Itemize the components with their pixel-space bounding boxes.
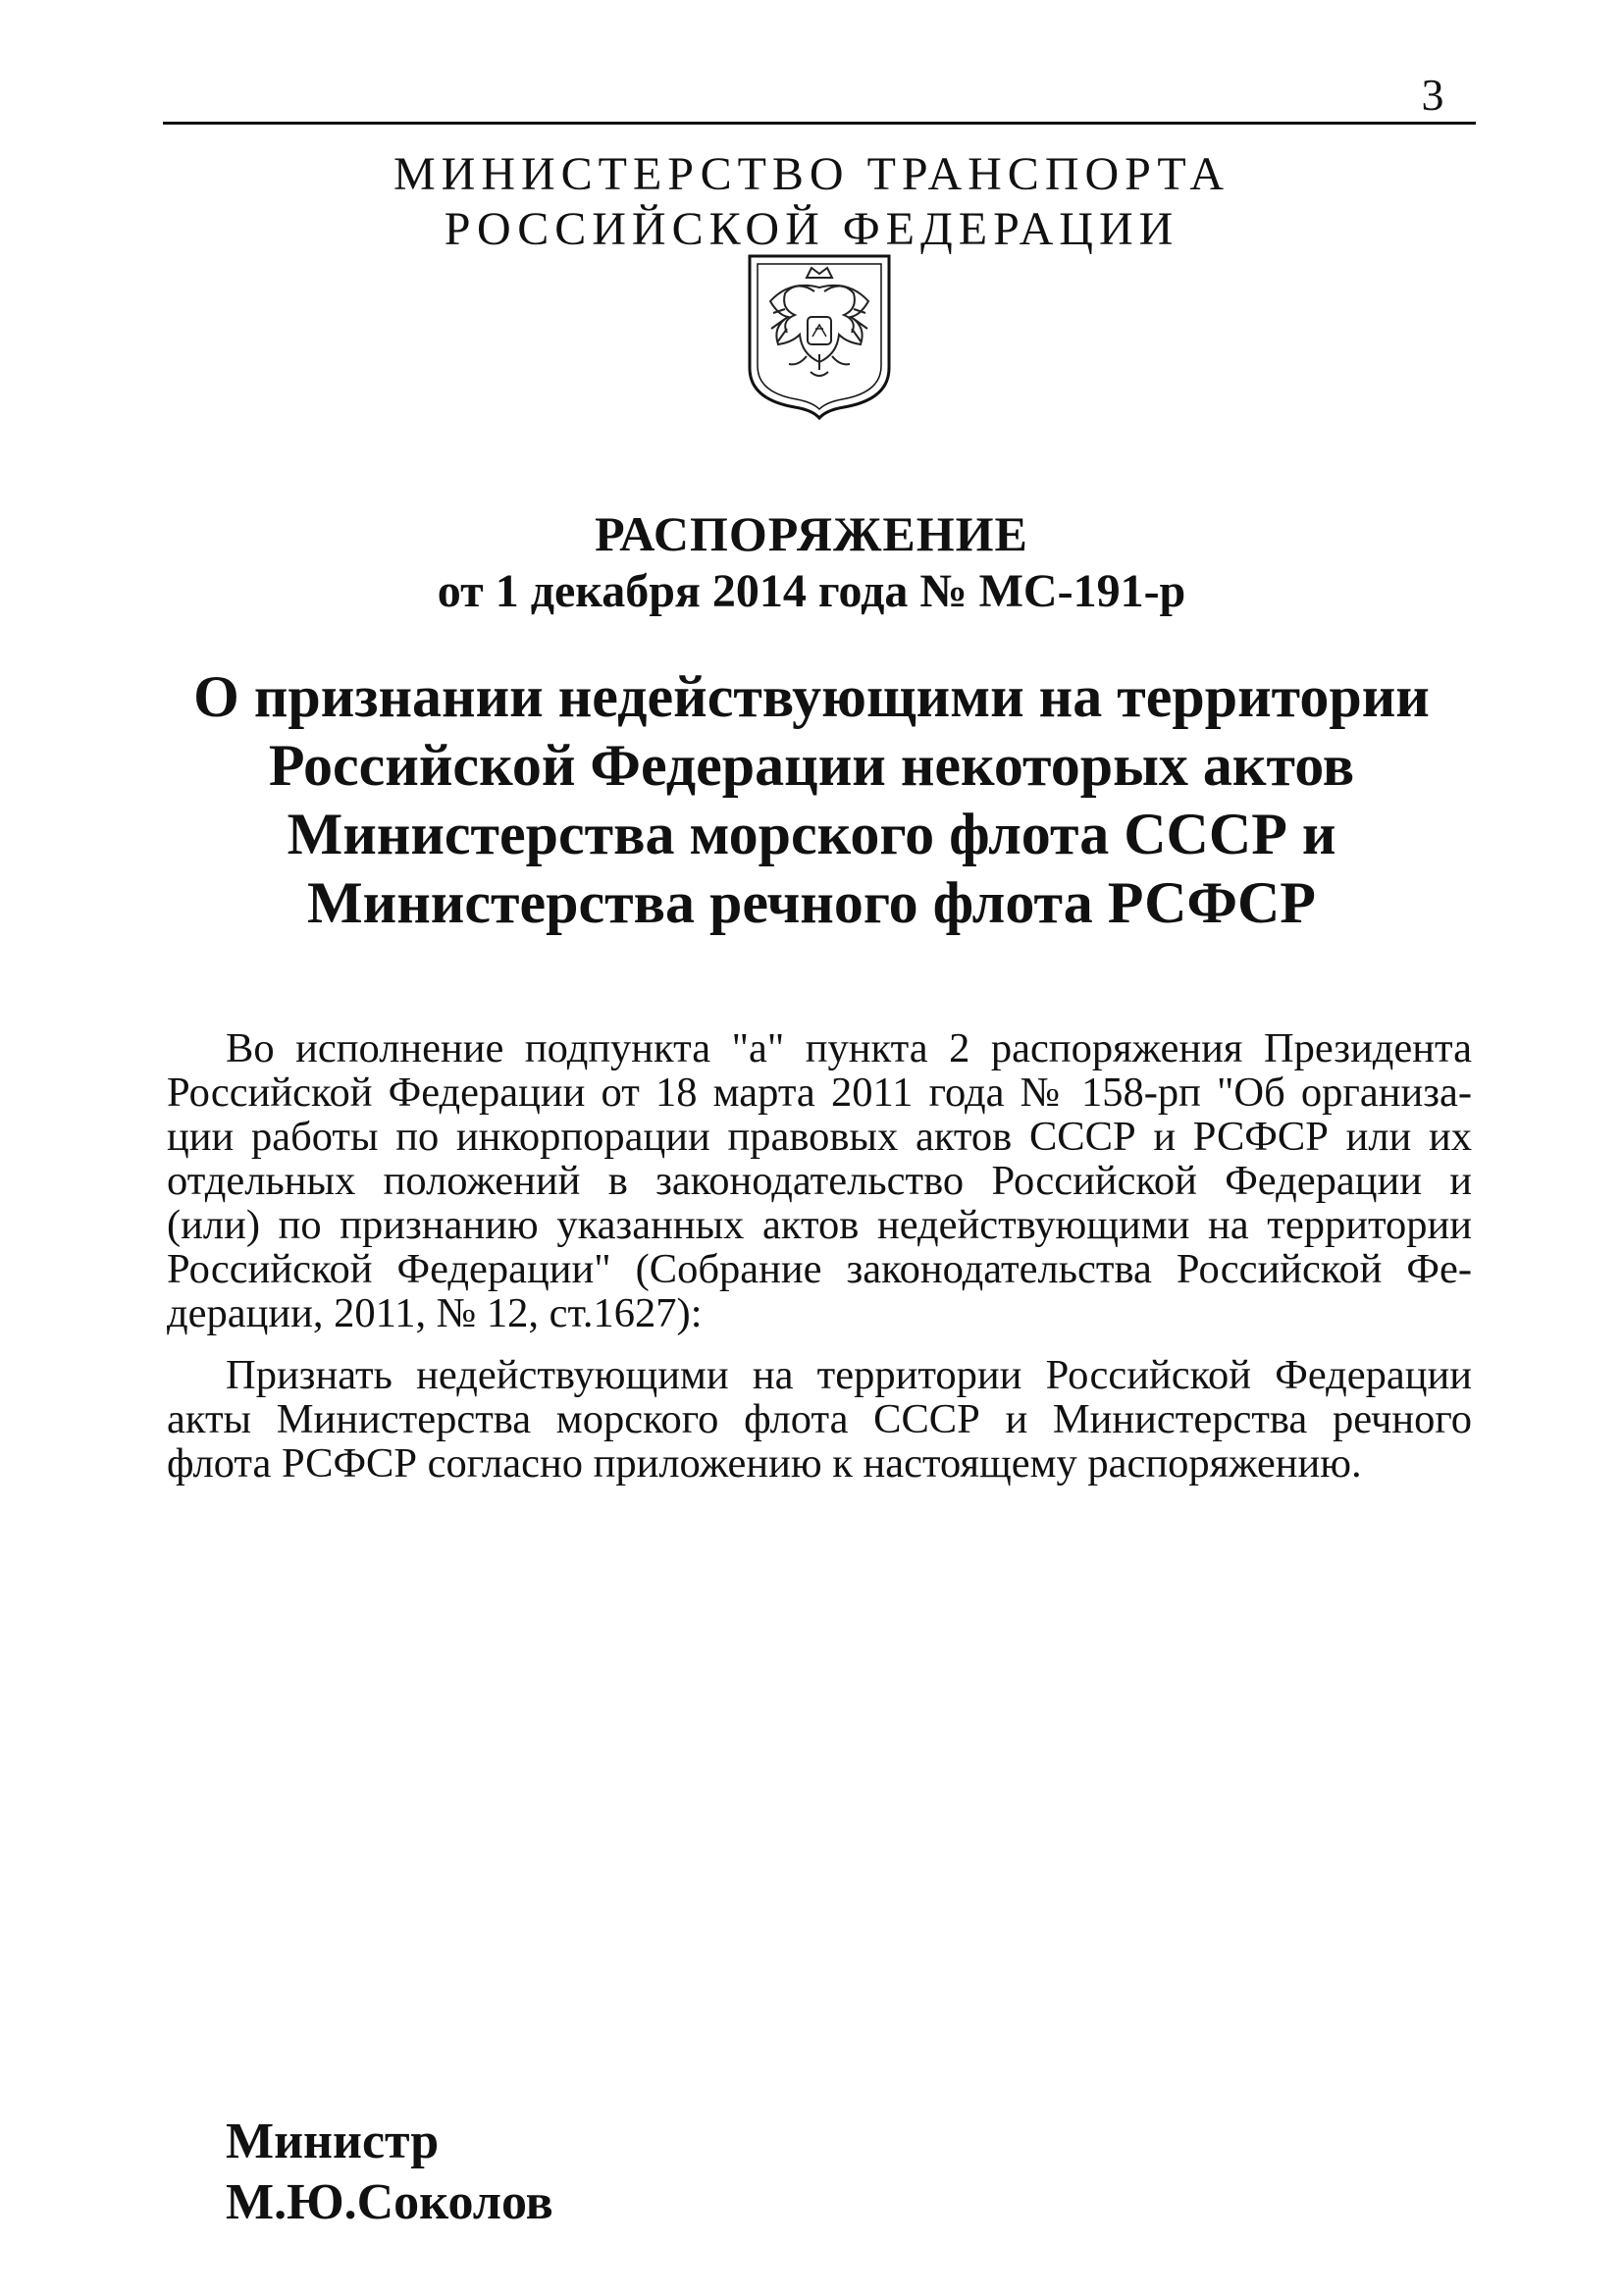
document-title: [0, 662, 1623, 937]
russian-coat-of-arms-icon: [746, 252, 893, 421]
page-number: 3: [1421, 70, 1444, 120]
ministry-line-1: МИНИСТЕРСТВО ТРАНСПОРТА: [393, 148, 1230, 200]
text-line: отдельных положений в законодательство Российской Федерации и: [167, 1158, 1472, 1204]
order-date-number: от 1 декабря 2014 года № МС-191-р: [437, 565, 1186, 617]
order-type: РАСПОРЯЖЕНИЕ: [595, 506, 1028, 561]
title-line: Министерства морского флота СССР и: [287, 802, 1336, 866]
text-line: Российской Федерации от 18 марта 2011 года № 158-рп "Об организа-: [167, 1070, 1472, 1116]
signatory-position: Министр: [226, 2113, 440, 2169]
text-line: Во исполнение подпункта "а" пункта 2 распоряжения Президента: [226, 1025, 1472, 1071]
text-line: ции работы по инкорпорации правовых актов СССР и РСФСР или их: [167, 1114, 1472, 1160]
text-line: Признать недействующими на территории Российской Федерации: [226, 1352, 1472, 1398]
title-line: Российской Федерации некоторых актов: [268, 733, 1355, 798]
text-line: акты Министерства морского флота СССР и Министерства речного: [167, 1396, 1472, 1442]
ministry-heading: [0, 147, 1623, 257]
body-paragraph-2: [167, 1353, 1472, 1486]
text-line: Российской Федерации" (Собрание законодательства Российской Фе-: [167, 1246, 1472, 1292]
text-line: флота РСФСР согласно приложению к настоящему распоряжению.: [167, 1440, 1362, 1487]
title-line: О признании недействующими на территории: [193, 664, 1430, 729]
signature-block: [226, 2112, 553, 2233]
ministry-line-2: РОССИЙСКОЙ ФЕДЕРАЦИИ: [444, 203, 1179, 255]
header-rule: [163, 122, 1476, 125]
text-line: дерации, 2011, № 12, ст.1627):: [167, 1290, 703, 1336]
signatory-name: М.Ю.Соколов: [226, 2174, 553, 2230]
text-line: (или) по признанию указанных актов недействующими на территории: [167, 1202, 1472, 1248]
title-line: Министерства речного флота РСФСР: [307, 870, 1316, 935]
body-paragraph-1: [167, 1026, 1472, 1335]
